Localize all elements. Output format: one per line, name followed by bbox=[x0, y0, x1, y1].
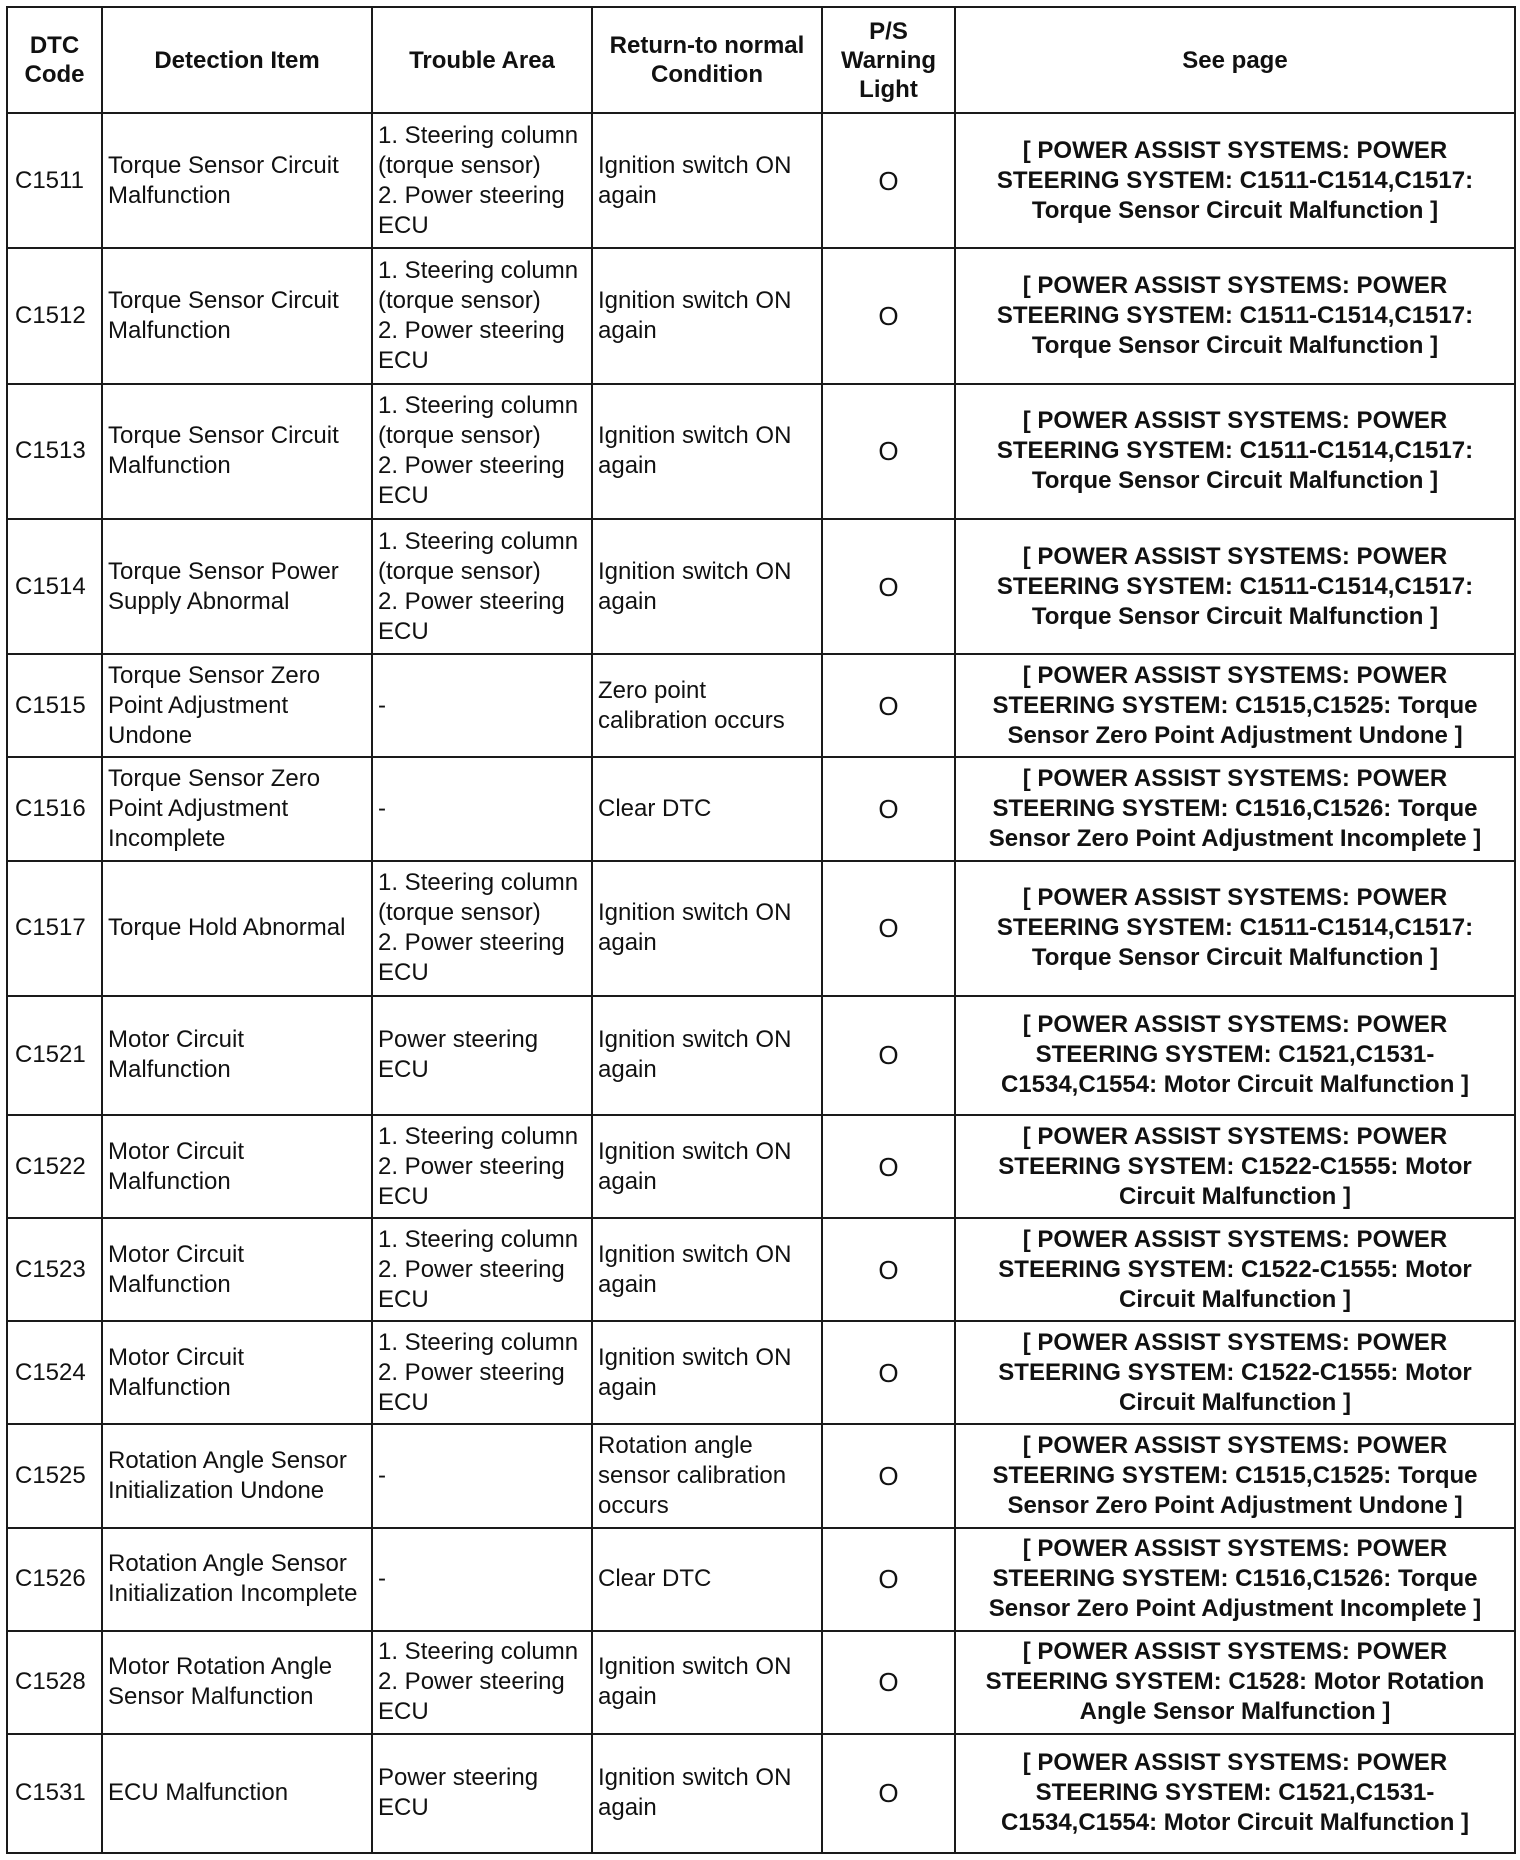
trouble-area-line: 2. Power steering ECU bbox=[378, 452, 565, 510]
warning-light-cell: O bbox=[822, 861, 955, 996]
return-condition-cell: Rotation angle sensor calibration occurs bbox=[592, 1424, 822, 1527]
table-row bbox=[7, 519, 1515, 654]
trouble-area-line: 1. Steering column bbox=[378, 1638, 579, 1666]
trouble-area-cell bbox=[372, 996, 592, 1115]
detection-item-cell: Motor Circuit Malfunction bbox=[102, 996, 372, 1115]
see-page-reference: [ POWER ASSIST SYSTEMS: POWER STEERING SYSTEM: C1516,C1526: Torque Sensor Zero Point Adjustment Incomplete ] bbox=[955, 1528, 1515, 1631]
trouble-area-line: - bbox=[378, 1461, 386, 1489]
warning-light-cell: O bbox=[822, 1631, 955, 1734]
table-row bbox=[7, 757, 1515, 860]
trouble-area-line: - bbox=[378, 1565, 386, 1593]
trouble-area-line: - bbox=[378, 794, 386, 822]
trouble-area-line: 2. Power steering ECU bbox=[378, 1668, 565, 1726]
see-page-reference: [ POWER ASSIST SYSTEMS: POWER STEERING SYSTEM: C1522-C1555: Motor Circuit Malfunction ] bbox=[955, 1115, 1515, 1218]
table-header-row bbox=[7, 7, 1515, 113]
return-condition-cell: Ignition switch ON again bbox=[592, 861, 822, 996]
table-row bbox=[7, 996, 1515, 1115]
trouble-area-line: 1. Steering column (torque sensor) bbox=[378, 256, 579, 314]
trouble-area-line: Power steering ECU bbox=[378, 1764, 539, 1822]
trouble-area-cell bbox=[372, 757, 592, 860]
table-row bbox=[7, 1734, 1515, 1853]
return-condition-cell: Clear DTC bbox=[592, 757, 822, 860]
dtc-code-cell: C1528 bbox=[7, 1631, 102, 1734]
trouble-area-line: 1. Steering column bbox=[378, 1122, 579, 1150]
trouble-area-line: 1. Steering column (torque sensor) bbox=[378, 121, 579, 179]
return-condition-cell: Ignition switch ON again bbox=[592, 996, 822, 1115]
table-row bbox=[7, 861, 1515, 996]
detection-item-cell: Motor Circuit Malfunction bbox=[102, 1321, 372, 1424]
dtc-code-cell: C1514 bbox=[7, 519, 102, 654]
return-condition-cell: Ignition switch ON again bbox=[592, 1115, 822, 1218]
return-condition-cell: Ignition switch ON again bbox=[592, 1734, 822, 1853]
return-condition-cell: Ignition switch ON again bbox=[592, 384, 822, 519]
trouble-area-cell bbox=[372, 1631, 592, 1734]
warning-light-cell: O bbox=[822, 1528, 955, 1631]
trouble-area-line: 1. Steering column bbox=[378, 1328, 579, 1356]
trouble-area-line: 2. Power steering ECU bbox=[378, 1358, 565, 1416]
dtc-table bbox=[6, 6, 1516, 1854]
see-page-reference: [ POWER ASSIST SYSTEMS: POWER STEERING SYSTEM: C1515,C1525: Torque Sensor Zero Point Adjustment Undone ] bbox=[955, 1424, 1515, 1527]
dtc-code-cell: C1523 bbox=[7, 1218, 102, 1321]
warning-light-cell: O bbox=[822, 1424, 955, 1527]
table-row bbox=[7, 1424, 1515, 1527]
warning-light-cell: O bbox=[822, 1321, 955, 1424]
header-dtc-code: DTC Code bbox=[7, 7, 102, 113]
trouble-area-line: 1. Steering column (torque sensor) bbox=[378, 392, 579, 450]
trouble-area-cell bbox=[372, 113, 592, 248]
header-see-page: See page bbox=[955, 7, 1515, 113]
table-row bbox=[7, 1321, 1515, 1424]
table-row bbox=[7, 248, 1515, 383]
detection-item-cell: Motor Circuit Malfunction bbox=[102, 1218, 372, 1321]
trouble-area-line: 2. Power steering ECU bbox=[378, 181, 565, 239]
detection-item-cell: Torque Sensor Zero Point Adjustment Incomplete bbox=[102, 757, 372, 860]
table-row bbox=[7, 654, 1515, 757]
return-condition-cell: Ignition switch ON again bbox=[592, 519, 822, 654]
trouble-area-line: 2. Power steering ECU bbox=[378, 587, 565, 645]
see-page-reference: [ POWER ASSIST SYSTEMS: POWER STEERING SYSTEM: C1511-C1514,C1517: Torque Sensor Circuit Malfunction ] bbox=[955, 113, 1515, 248]
see-page-reference: [ POWER ASSIST SYSTEMS: POWER STEERING SYSTEM: C1522-C1555: Motor Circuit Malfunction ] bbox=[955, 1321, 1515, 1424]
dtc-code-cell: C1521 bbox=[7, 996, 102, 1115]
detection-item-cell: Torque Sensor Circuit Malfunction bbox=[102, 113, 372, 248]
see-page-reference: [ POWER ASSIST SYSTEMS: POWER STEERING SYSTEM: C1511-C1514,C1517: Torque Sensor Circuit Malfunction ] bbox=[955, 861, 1515, 996]
trouble-area-cell bbox=[372, 1218, 592, 1321]
see-page-reference: [ POWER ASSIST SYSTEMS: POWER STEERING SYSTEM: C1521,C1531-C1534,C1554: Motor Circuit Malfunction ] bbox=[955, 1734, 1515, 1853]
trouble-area-cell bbox=[372, 248, 592, 383]
header-warning-light: P/S Warning Light bbox=[822, 7, 955, 113]
dtc-code-cell: C1525 bbox=[7, 1424, 102, 1527]
return-condition-cell: Ignition switch ON again bbox=[592, 248, 822, 383]
see-page-reference: [ POWER ASSIST SYSTEMS: POWER STEERING SYSTEM: C1511-C1514,C1517: Torque Sensor Circuit Malfunction ] bbox=[955, 519, 1515, 654]
trouble-area-cell bbox=[372, 861, 592, 996]
table-row bbox=[7, 1631, 1515, 1734]
warning-light-cell: O bbox=[822, 248, 955, 383]
warning-light-cell: O bbox=[822, 113, 955, 248]
warning-light-cell: O bbox=[822, 757, 955, 860]
dtc-code-cell: C1513 bbox=[7, 384, 102, 519]
dtc-code-cell: C1522 bbox=[7, 1115, 102, 1218]
warning-light-cell: O bbox=[822, 654, 955, 757]
trouble-area-line: 2. Power steering ECU bbox=[378, 316, 565, 374]
return-condition-cell: Clear DTC bbox=[592, 1528, 822, 1631]
dtc-code-cell: C1517 bbox=[7, 861, 102, 996]
detection-item-cell: ECU Malfunction bbox=[102, 1734, 372, 1853]
detection-item-cell: Torque Sensor Power Supply Abnormal bbox=[102, 519, 372, 654]
dtc-code-cell: C1524 bbox=[7, 1321, 102, 1424]
trouble-area-cell bbox=[372, 1115, 592, 1218]
detection-item-cell: Torque Sensor Circuit Malfunction bbox=[102, 248, 372, 383]
return-condition-cell: Ignition switch ON again bbox=[592, 1321, 822, 1424]
warning-light-cell: O bbox=[822, 1218, 955, 1321]
table-row bbox=[7, 384, 1515, 519]
dtc-table-container bbox=[6, 6, 1514, 1854]
see-page-reference: [ POWER ASSIST SYSTEMS: POWER STEERING SYSTEM: C1511-C1514,C1517: Torque Sensor Circuit Malfunction ] bbox=[955, 384, 1515, 519]
return-condition-cell: Ignition switch ON again bbox=[592, 113, 822, 248]
header-detection-item: Detection Item bbox=[102, 7, 372, 113]
see-page-reference: [ POWER ASSIST SYSTEMS: POWER STEERING SYSTEM: C1521,C1531-C1534,C1554: Motor Circuit Malfunction ] bbox=[955, 996, 1515, 1115]
table-row bbox=[7, 1115, 1515, 1218]
table-row bbox=[7, 1528, 1515, 1631]
dtc-code-cell: C1515 bbox=[7, 654, 102, 757]
dtc-code-cell: C1516 bbox=[7, 757, 102, 860]
warning-light-cell: O bbox=[822, 1734, 955, 1853]
see-page-reference: [ POWER ASSIST SYSTEMS: POWER STEERING SYSTEM: C1515,C1525: Torque Sensor Zero Point Adjustment Undone ] bbox=[955, 654, 1515, 757]
trouble-area-cell bbox=[372, 1528, 592, 1631]
trouble-area-line: 1. Steering column (torque sensor) bbox=[378, 869, 579, 927]
warning-light-cell: O bbox=[822, 1115, 955, 1218]
trouble-area-line: 1. Steering column bbox=[378, 1225, 579, 1253]
dtc-code-cell: C1526 bbox=[7, 1528, 102, 1631]
see-page-reference: [ POWER ASSIST SYSTEMS: POWER STEERING SYSTEM: C1516,C1526: Torque Sensor Zero Point Adjustment Incomplete ] bbox=[955, 757, 1515, 860]
dtc-code-cell: C1511 bbox=[7, 113, 102, 248]
dtc-code-cell: C1512 bbox=[7, 248, 102, 383]
return-condition-cell: Ignition switch ON again bbox=[592, 1631, 822, 1734]
header-trouble-area: Trouble Area bbox=[372, 7, 592, 113]
trouble-area-cell bbox=[372, 384, 592, 519]
dtc-code-cell: C1531 bbox=[7, 1734, 102, 1853]
table-row bbox=[7, 113, 1515, 248]
detection-item-cell: Torque Sensor Zero Point Adjustment Undone bbox=[102, 654, 372, 757]
detection-item-cell: Motor Circuit Malfunction bbox=[102, 1115, 372, 1218]
trouble-area-line: Power steering ECU bbox=[378, 1026, 539, 1084]
detection-item-cell: Rotation Angle Sensor Initialization Undone bbox=[102, 1424, 372, 1527]
trouble-area-line: - bbox=[378, 691, 386, 719]
trouble-area-line: 2. Power steering ECU bbox=[378, 1255, 565, 1313]
trouble-area-cell bbox=[372, 1321, 592, 1424]
detection-item-cell: Torque Sensor Circuit Malfunction bbox=[102, 384, 372, 519]
detection-item-cell: Torque Hold Abnormal bbox=[102, 861, 372, 996]
trouble-area-cell bbox=[372, 1734, 592, 1853]
trouble-area-cell bbox=[372, 1424, 592, 1527]
see-page-reference: [ POWER ASSIST SYSTEMS: POWER STEERING SYSTEM: C1511-C1514,C1517: Torque Sensor Circuit Malfunction ] bbox=[955, 248, 1515, 383]
return-condition-cell: Zero point calibration occurs bbox=[592, 654, 822, 757]
return-condition-cell: Ignition switch ON again bbox=[592, 1218, 822, 1321]
detection-item-cell: Motor Rotation Angle Sensor Malfunction bbox=[102, 1631, 372, 1734]
detection-item-cell: Rotation Angle Sensor Initialization Incomplete bbox=[102, 1528, 372, 1631]
table-body bbox=[7, 113, 1515, 1853]
warning-light-cell: O bbox=[822, 519, 955, 654]
trouble-area-line: 2. Power steering ECU bbox=[378, 929, 565, 987]
warning-light-cell: O bbox=[822, 996, 955, 1115]
warning-light-cell: O bbox=[822, 384, 955, 519]
trouble-area-line: 2. Power steering ECU bbox=[378, 1152, 565, 1210]
header-return-condition: Return-to normal Condition bbox=[592, 7, 822, 113]
trouble-area-cell bbox=[372, 654, 592, 757]
trouble-area-cell bbox=[372, 519, 592, 654]
trouble-area-line: 1. Steering column (torque sensor) bbox=[378, 527, 579, 585]
see-page-reference: [ POWER ASSIST SYSTEMS: POWER STEERING SYSTEM: C1528: Motor Rotation Angle Sensor Malfunction ] bbox=[955, 1631, 1515, 1734]
table-row bbox=[7, 1218, 1515, 1321]
see-page-reference: [ POWER ASSIST SYSTEMS: POWER STEERING SYSTEM: C1522-C1555: Motor Circuit Malfunction ] bbox=[955, 1218, 1515, 1321]
